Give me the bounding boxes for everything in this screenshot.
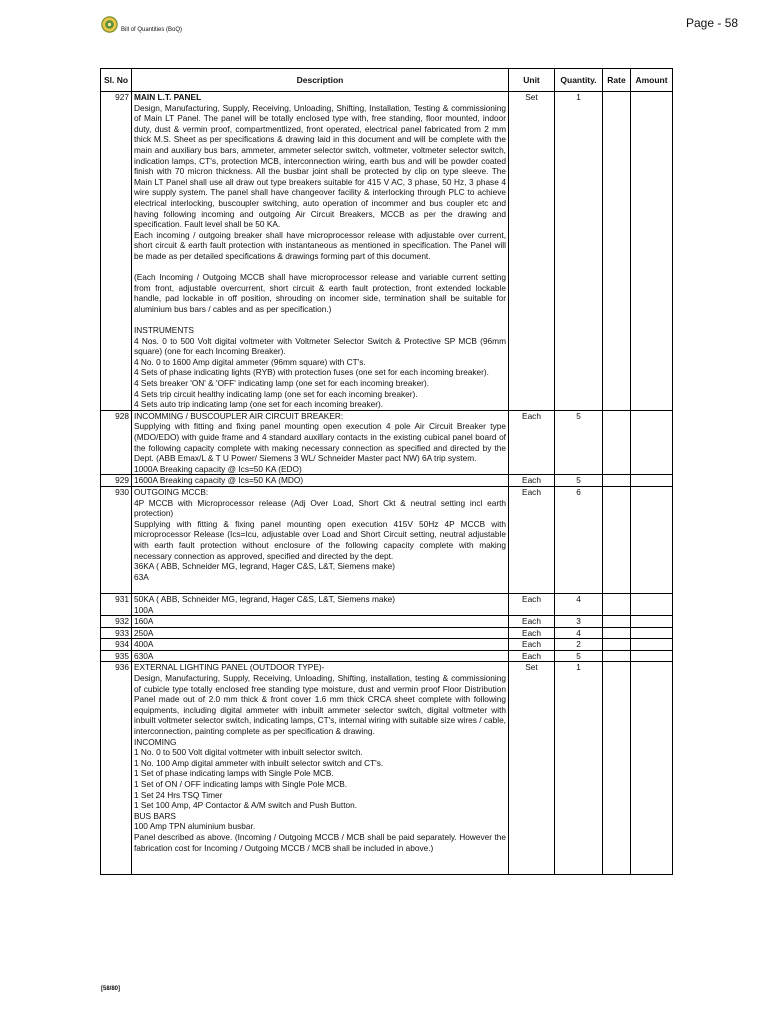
rate-cell bbox=[603, 616, 631, 628]
table-row bbox=[101, 627, 673, 639]
amount-cell bbox=[631, 639, 673, 651]
footer-page-ref: [58/80] bbox=[101, 986, 121, 992]
sl-no-cell: 927 bbox=[101, 92, 132, 411]
rate-cell bbox=[603, 486, 631, 593]
description-paragraph: EXTERNAL LIGHTING PANEL (OUTDOOR TYPE)- bbox=[134, 662, 325, 673]
description-paragraph: Each incoming / outgoing breaker shall have microprocessor release with adjustable over current, short circuit & earth fault protection with instantaneous as mentioned in specification. The Panel will be made as per detailed specifications & drawings forming part of this document. bbox=[134, 229, 506, 261]
quantity-cell: 4 bbox=[555, 593, 603, 615]
description-paragraph: 100 Amp TPN aluminium busbar. bbox=[134, 821, 256, 832]
sl-no-cell: 929 bbox=[101, 475, 132, 487]
description-paragraph: Design, Manufacturing, Supply, Receiving, Unloading, Shifting, Installation, Testing & commissioning of Main LT Panel. The panel will be totally enclosed type with, free standing, floor mounted, indoor duty, dust & vermin proof, compartmentlized, front operated, electrical panel fabricated from 2 mm thick M.S. Sheet as per specifications & drawing laid in this document and will be complete with the main and auxiliary bus bars, ammeter, ammeter selector switch, voltmeter, voltmeter selector switch, indication lamps, CT's, protection MCB, interconnection wiring, earth bus and will be powder coated finish with 70 micron thickness. All the busbar joint shall be protected by clip on type sleeve. The Main LT Panel shall use all draw out type breakers suitable for 415 V AC, 3 phase, 50 Hz, 3 phase 4 wire supply system. The panel shall have changeover facility & interlocking through PLC to achieve electrical interlocking, buscoupler switching, auto operation of incommer and bus coupler etc and having following incoming and outgoing Air Circuit Breakers, MCCB as per the drawing and specification. Fault level shall be 50 KA. bbox=[134, 102, 506, 230]
table-row bbox=[101, 410, 673, 475]
description-paragraph: 630A bbox=[134, 650, 154, 661]
description-paragraph: 4P MCCB with Microprocessor release (Adj Over Load, Short Ckt & neutral setting incl earth protection) bbox=[134, 497, 506, 519]
sl-no-cell: 932 bbox=[101, 616, 132, 628]
emblem-logo bbox=[101, 16, 118, 33]
description-paragraph: 400A bbox=[134, 639, 154, 650]
boq-table bbox=[100, 68, 673, 875]
table-row bbox=[101, 639, 673, 651]
unit-cell: Each bbox=[509, 593, 555, 615]
header-quantity: Quantity. bbox=[555, 69, 603, 92]
description-paragraph: 4 Sets of phase indicating lights (RYB) with protection fuses (one set for each incoming breaker). bbox=[134, 367, 489, 378]
description-paragraph: BUS BARS bbox=[134, 810, 176, 821]
table-row bbox=[101, 475, 673, 487]
page-number: Page - 58 bbox=[686, 16, 739, 30]
table-row bbox=[101, 616, 673, 628]
description-paragraph: Design, Manufacturing, Supply, Receiving, Unloading, Shifting, installation, testing & commissioning of cubicle type totally enclosed free standing type moisture, dust and vermin proof Floor Distribution Panel made out of 2.0 mm thick & front cover 1.6 mm thick CRCA sheet complete with following equipments, including digital ammeter with inbuilt ammeter selector switch, digital voltmeter with inbuilt voltmeter selector switch, indicating lamps, CT's, internal wiring with suitable size wires / cable, interconnection, painting complete as per specification & drawing. bbox=[134, 673, 506, 737]
description-paragraph bbox=[134, 582, 506, 593]
description-paragraph: 1000A Breaking capacity @ Ics=50 KA (EDO) bbox=[134, 463, 302, 474]
amount-cell bbox=[631, 662, 673, 875]
sl-no-cell: 934 bbox=[101, 639, 132, 651]
description-paragraph: 4 Sets trip circuit healthy indicating lamp (one set for each incoming breaker). bbox=[134, 388, 418, 399]
unit-cell: Each bbox=[509, 486, 555, 593]
header-description: Description bbox=[132, 69, 509, 92]
header-rate: Rate bbox=[603, 69, 631, 92]
description-cell bbox=[132, 475, 509, 487]
description-paragraph: 4 Sets breaker 'ON' & 'OFF' indicating lamp (one set for each incoming breaker). bbox=[134, 378, 430, 389]
header-sl-no: Sl. No bbox=[101, 69, 132, 92]
unit-cell: Each bbox=[509, 410, 555, 475]
description-paragraph: 4 Nos. 0 to 500 Volt digital voltmeter with Voltmeter Selector Switch & Protective SP MCB (96mm square) (one for each Incoming Breaker). bbox=[134, 335, 506, 357]
description-paragraph: 250A bbox=[134, 627, 154, 638]
description-paragraph: 1 Set 24 Hrs TSQ Timer bbox=[134, 789, 223, 800]
description-paragraph: 1 No. 100 Amp digital ammeter with inbuilt selector switch and CT's. bbox=[134, 757, 384, 768]
amount-cell bbox=[631, 92, 673, 411]
description-cell bbox=[132, 650, 509, 662]
description-paragraph: 100A bbox=[134, 604, 154, 615]
description-paragraph: 4 Sets auto trip indicating lamp (one set for each incoming breaker). bbox=[134, 399, 384, 410]
rate-cell bbox=[603, 662, 631, 875]
rate-cell bbox=[603, 475, 631, 487]
amount-cell bbox=[631, 410, 673, 475]
table-row bbox=[101, 486, 673, 593]
description-cell bbox=[132, 662, 509, 875]
amount-cell bbox=[631, 627, 673, 639]
amount-cell bbox=[631, 593, 673, 615]
unit-cell: Each bbox=[509, 616, 555, 628]
sl-no-cell: 928 bbox=[101, 410, 132, 475]
description-paragraph: 63A bbox=[134, 571, 149, 582]
description-paragraph: 1600A Breaking capacity @ Ics=50 KA (MDO) bbox=[134, 475, 304, 486]
description-paragraph: Supplying with fitting & fixing panel mounting open execution 415V 50Hz 4P MCCB with microprocessor Release (Ics=Icu, adjustable over Load and Short Circuit setting, neutral adjustable with earth fault protection without enclosure of the following capacity complete with making necessary connection as approved, specified and directed by the dept. bbox=[134, 518, 506, 561]
amount-cell bbox=[631, 616, 673, 628]
table-row bbox=[101, 593, 673, 615]
quantity-cell: 5 bbox=[555, 410, 603, 475]
sl-no-cell: 930 bbox=[101, 486, 132, 593]
quantity-cell: 1 bbox=[555, 92, 603, 411]
unit-cell: Each bbox=[509, 639, 555, 651]
amount-cell bbox=[631, 475, 673, 487]
table-row bbox=[101, 650, 673, 662]
description-paragraph: 50KA ( ABB, Schneider MG, legrand, Hager C&S, L&T, Siemens make) bbox=[134, 593, 396, 604]
sl-no-cell: 935 bbox=[101, 650, 132, 662]
description-paragraph bbox=[134, 853, 506, 864]
description-cell bbox=[132, 92, 509, 411]
rate-cell bbox=[603, 650, 631, 662]
description-paragraph bbox=[134, 314, 506, 325]
description-paragraph: 36KA ( ABB, Schneider MG, legrand, Hager C&S, L&T, Siemens make) bbox=[134, 561, 396, 572]
description-paragraph: INCOMMING / BUSCOUPLER AIR CIRCUIT BREAKER: bbox=[134, 410, 344, 421]
description-cell bbox=[132, 616, 509, 628]
quantity-cell: 4 bbox=[555, 627, 603, 639]
description-paragraph bbox=[134, 864, 506, 875]
table-header-row bbox=[101, 69, 673, 92]
description-paragraph: 1 Set of ON / OFF indicating lamps with Single Pole MCB. bbox=[134, 779, 348, 789]
document-title: Bill of Quantities (BoQ) bbox=[121, 27, 183, 33]
header-unit: Unit bbox=[509, 69, 555, 92]
description-cell bbox=[132, 410, 509, 475]
quantity-cell: 5 bbox=[555, 475, 603, 487]
unit-cell: Set bbox=[509, 92, 555, 411]
description-paragraph: 4 No. 0 to 1600 Amp digital ammeter (96mm square) with CT's. bbox=[134, 356, 366, 367]
description-paragraph bbox=[134, 262, 506, 273]
description-cell bbox=[132, 627, 509, 639]
rate-cell bbox=[603, 92, 631, 411]
rate-cell bbox=[603, 627, 631, 639]
quantity-cell: 1 bbox=[555, 662, 603, 875]
unit-cell: Set bbox=[509, 662, 555, 875]
description-paragraph: INSTRUMENTS bbox=[134, 325, 194, 336]
rate-cell bbox=[603, 639, 631, 651]
description-paragraph: Panel described as above. (Incoming / Outgoing MCCB / MCB shall be paid separately. However the fabrication cost for Incoming / Outgoing MCCB / MCB shall be included in above.) bbox=[134, 831, 506, 853]
description-cell bbox=[132, 486, 509, 593]
table-row bbox=[101, 662, 673, 875]
description-paragraph: 1 Set 100 Amp, 4P Contactor & A/M switch and Push Button. bbox=[134, 800, 358, 811]
description-cell bbox=[132, 639, 509, 651]
description-paragraph: 160A bbox=[134, 616, 154, 627]
description-cell bbox=[132, 593, 509, 615]
amount-cell bbox=[631, 486, 673, 593]
description-paragraph: 1 Set of phase indicating lamps with Single Pole MCB. bbox=[134, 768, 334, 779]
quantity-cell: 2 bbox=[555, 639, 603, 651]
rate-cell bbox=[603, 410, 631, 475]
description-paragraph: INCOMING bbox=[134, 736, 177, 747]
rate-cell bbox=[603, 593, 631, 615]
amount-cell bbox=[631, 650, 673, 662]
unit-cell: Each bbox=[509, 627, 555, 639]
unit-cell: Each bbox=[509, 650, 555, 662]
description-paragraph: (Each Incoming / Outgoing MCCB shall have microprocessor release and variable current setting from front, adjustable overcurrent, short circuit & earth fault protection, front extended lockable handle, pad lockable in off position, shrouding on incomer side, termination shall be suitable for aluminium bus bars / cables and as per specification.) bbox=[134, 272, 506, 314]
description-paragraph: OUTGOING MCCB: bbox=[134, 486, 209, 497]
sl-no-cell: 933 bbox=[101, 627, 132, 639]
header-amount: Amount bbox=[631, 69, 673, 92]
table-body bbox=[101, 92, 673, 875]
quantity-cell: 5 bbox=[555, 650, 603, 662]
sl-no-cell: 931 bbox=[101, 593, 132, 615]
description-paragraph: 1 No. 0 to 500 Volt digital voltmeter with inbuilt selector switch. bbox=[134, 747, 363, 758]
table-row bbox=[101, 92, 673, 411]
sl-no-cell: 936 bbox=[101, 662, 132, 875]
quantity-cell: 3 bbox=[555, 616, 603, 628]
description-paragraph: Supplying with fitting and fixing panel mounting open execution 4 pole Air Circuit Breaker type (MDO/EDO) with guide frame and 4 standard auxillary contacts in the existing cubical panel board of the following capacity complete with making necessary connection as specified and directed by the Dept. (ABB Emax/L & T U Power/ Siemens 3 WL/ Schneider Master pact NW) 6A trip system. bbox=[134, 421, 506, 464]
item-title: MAIN L.T. PANEL bbox=[134, 92, 202, 102]
quantity-cell: 6 bbox=[555, 486, 603, 593]
unit-cell: Each bbox=[509, 475, 555, 487]
